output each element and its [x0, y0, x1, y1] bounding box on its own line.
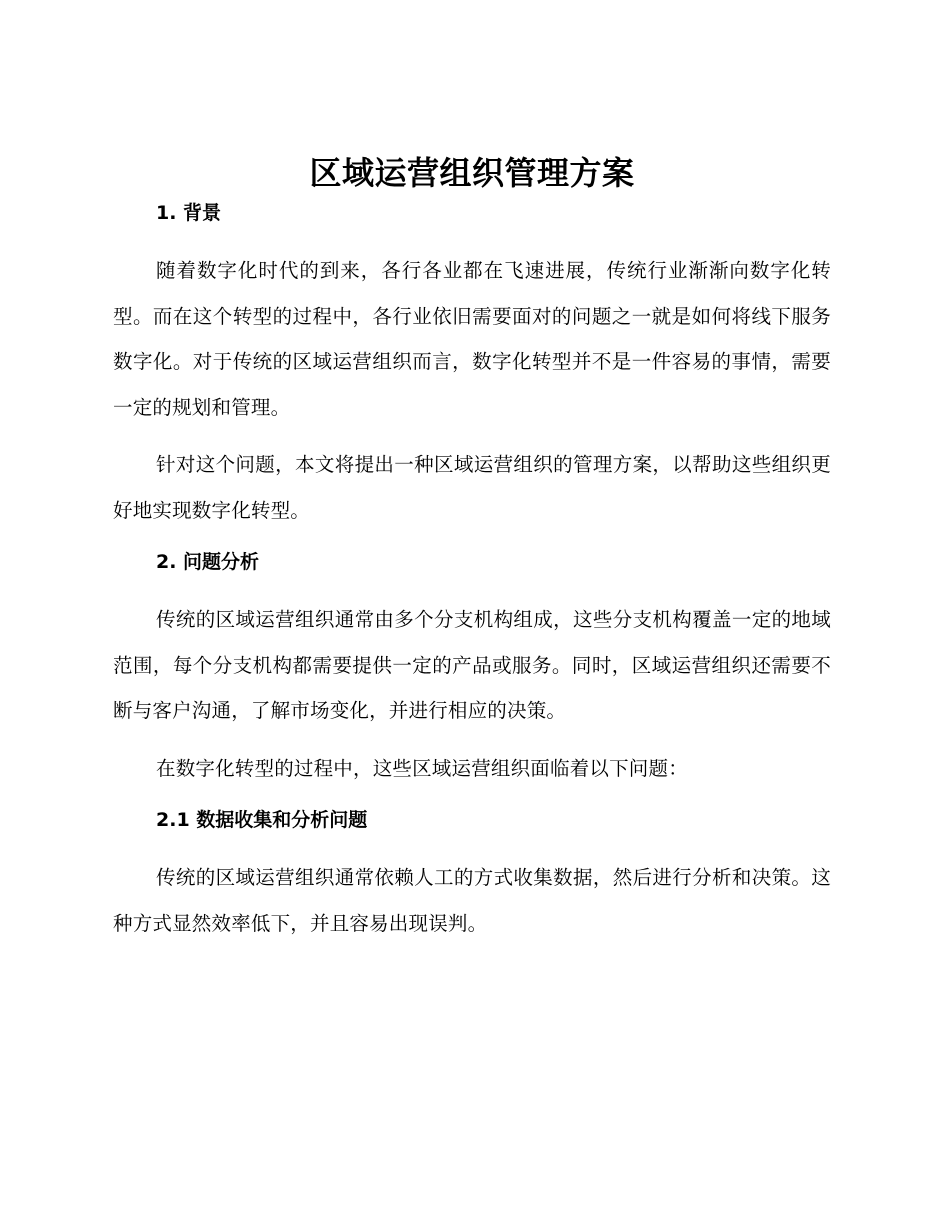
document-title: 区域运营组织管理方案 [309, 154, 635, 192]
section-heading-background: 1. 背景 [156, 202, 222, 224]
paragraph: 传统的区域运营组织通常依赖人工的方式收集数据，然后进行分析和决策。这种方式显然效率低下，并且容易出现误判。 [113, 866, 831, 935]
paragraph: 传统的区域运营组织通常由多个分支机构组成，这些分支机构覆盖一定的地域范围，每个分支机构都需要提供一定的产品或服务。同时，区域运营组织还需要不断与客户沟通，了解市场变化，并进行相应的决策。 [113, 608, 831, 722]
section-heading-problem-analysis: 2. 问题分析 [156, 551, 260, 573]
paragraph: 随着数字化时代的到来，各行各业都在飞速进展，传统行业渐渐向数字化转型。而在这个转型的过程中，各行业依旧需要面对的问题之一就是如何将线下服务数字化。对于传统的区域运营组织而言，数字化转型并不是一件容易的事情，需要一定的规划和管理。 [113, 259, 831, 419]
section-heading-data-collection: 2.1 数据收集和分析问题 [156, 809, 368, 831]
paragraph: 在数字化转型的过程中，这些区域运营组织面临着以下问题： [156, 756, 688, 780]
document-page [113, 150, 831, 958]
paragraph: 针对这个问题，本文将提出一种区域运营组织的管理方案，以帮助这些组织更好地实现数字化转型。 [113, 453, 831, 522]
